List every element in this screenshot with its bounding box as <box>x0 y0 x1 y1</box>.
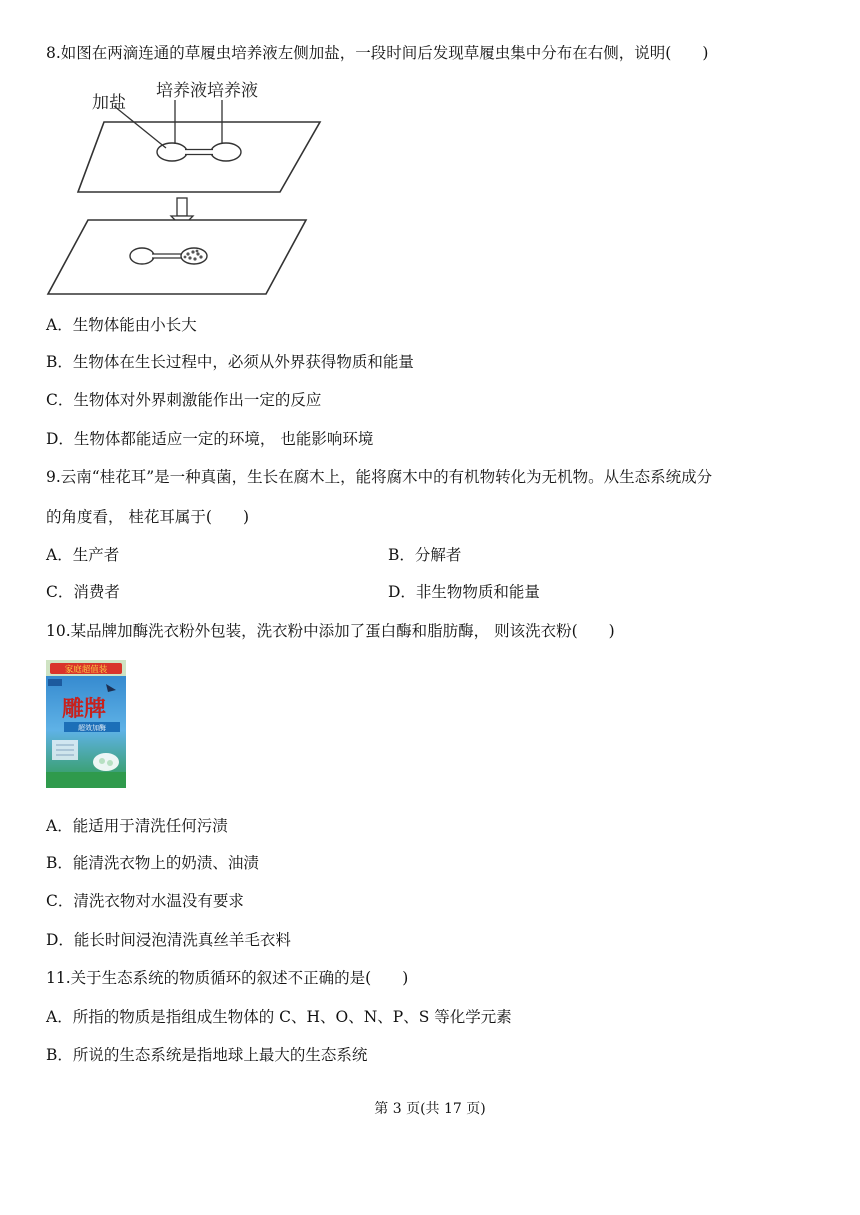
q8-option-d: D．生物体都能适应一定的环境， 也能影响环境 <box>46 430 374 448</box>
q11-stem: 11.关于生态系统的物质循环的叙述不正确的是( ) <box>46 969 409 987</box>
detergent-package-image <box>46 660 126 790</box>
q9-option-a: A．生产者 <box>46 546 120 564</box>
q9-stem-line2: 的角度看， 桂花耳属于( ) <box>46 508 250 526</box>
paramecium-slide-figure <box>44 78 334 298</box>
q10-option-a: A．能适用于清洗任何污渍 <box>46 817 228 835</box>
q9-option-c: C．消费者 <box>46 583 120 601</box>
q11-option-a: A．所指的物质是指组成生物体的 C、H、O、N、P、S 等化学元素 <box>46 1008 512 1026</box>
q10-option-b: B．能清洗衣物上的奶渍、油渍 <box>46 854 259 872</box>
package-subtitle: 超效加酶 <box>78 724 106 732</box>
label-culture-left: 培养液 <box>156 81 207 101</box>
q11-option-b: B．所说的生态系统是指地球上最大的生态系统 <box>46 1046 368 1064</box>
package-banner: 家庭超值装 <box>64 665 108 675</box>
package-brand: 雕牌 <box>61 697 107 722</box>
q10-option-c: C．清洗衣物对水温没有要求 <box>46 892 244 910</box>
page-footer: 第 3 页(共 17 页) <box>374 1101 486 1117</box>
q10-option-d: D．能长时间浸泡清洗真丝羊毛衣料 <box>46 931 291 949</box>
q8-option-b: B．生物体在生长过程中，必须从外界获得物质和能量 <box>46 353 414 371</box>
q10-stem: 10.某品牌加酶洗衣粉外包装，洗衣粉中添加了蛋白酶和脂肪酶， 则该洗衣粉( ) <box>46 622 615 640</box>
q8-option-c: C．生物体对外界刺激能作出一定的反应 <box>46 391 322 409</box>
q8-option-a: A．生物体能由小长大 <box>46 316 197 334</box>
q9-option-d: D．非生物物质和能量 <box>388 583 540 601</box>
q8-stem: 8.如图在两滴连通的草履虫培养液左侧加盐，一段时间后发现草履虫集中分布在右侧，说明( ) <box>46 44 709 62</box>
q9-option-b: B．分解者 <box>388 546 462 564</box>
label-culture-right: 培养液 <box>207 81 258 101</box>
q9-stem-line1: 9.云南“桂花耳”是一种真菌，生长在腐木上，能将腐木中的有机物转化为无机物。从生态系统成分 <box>46 468 713 486</box>
label-salt: 加盐 <box>92 93 126 113</box>
